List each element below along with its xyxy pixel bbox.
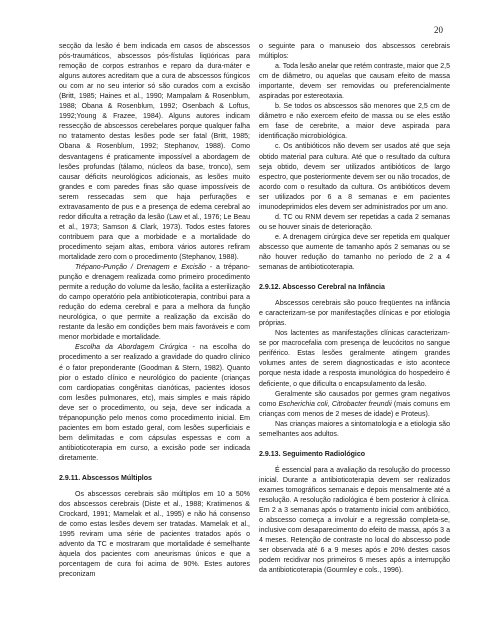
paragraph-infancia-intro: Abscessos cerebrais são pouco freqüentes na infância e caracterizam-se por manifestações clínicas e por etiologia próprias. [259, 300, 450, 328]
section-heading-infancia: 2.9.12. Abscesso Cerebral na Infância [259, 284, 385, 292]
list-item-a: a. Toda lesão anelar que retém contraste, maior que 2,5 cm de diâmetro, ou aquelas que causam efeito de massa importante, devem ser removidas ou preferencialmente aspiradas por estereotaxia. [259, 63, 450, 101]
text-germes-b: , [327, 400, 332, 408]
paragraph-trepano-puncao [59, 263, 250, 343]
text-trepano-puncao: - a trépano-punção e drenagem realizada como primeiro procedimento permite a redução do volume da lesão, facilita a esterilização do campo operatório pela antibioticoterapia, contribui para a redução do edema cerebral e para a melhora da função neurológica, o que permite a realização da excisão do restante da lesão em condições bem mais favoráveis e com menor morbidade e mortalidade. [59, 264, 250, 342]
list-item-e: e. A drenagem cirúrgica deve ser repetida em qualquer abscesso que aumente de tamanho após 2 semanas ou se não houver redução do tamanho no período de 2 a 4 semanas de antibioticoterapia. [259, 233, 450, 272]
paragraph-abscessos-multiplos: Os abscessos cerebrais são múltiplos em 10 a 50% dos abscessos cerebrais (Diste et al., 1988; Kratimenos & Crockard, 1991; Mamelak et al., 1995) e não há consenso de como estas lesões devem ser tratadas. Mamelak et al., 1995 reviram uma série de pacientes tratados após o advento da TC e mostraram que mortalidade é semelhante àquela dos pacientes com aneurismas únicos e que a porcentagem de cura foi acima de 90%. Estes autores preconizam [59, 491, 250, 579]
paragraph-escolha-abordagem [59, 343, 250, 464]
right-column [259, 42, 450, 576]
paragraph-criancas-maiores: Nas crianças maiores a sintomatologia e a etiologia são semelhantes aos adultos. [259, 420, 450, 438]
text-germes-a: Geralmente são causados por germes gram negativos como [259, 390, 450, 408]
paragraph-seguimento: É essencial para a avaliação da resolução do processo inicial. Durante a antibioticoterapia devem ser realizados exames tomográficos semanais e depois mensalmente até a resolução. A resolução radiológica é bem posterior à clínica. Em 2 a 3 semanas após o tratamento inicial com antibiótico, o abscesso começa a involuir e a regressão completa-se, inclusive com desaparecimento do efeito de massa, após 3 a 4 meses. Retenção de contraste no local do abscesso pode ser observada até 6 a 9 meses após e 20% destes casos podem recidivar nos primeiros 6 meses após a interrupção da antibioticoterapia (Gourmley e cols., 1996). [259, 466, 450, 575]
paragraph-germes [259, 390, 450, 420]
organism-e-coli: Escherichia coli [278, 400, 328, 408]
list-item-d: d. TC ou RNM devem ser repetidas a cada 2 semanas ou se houver sinais de deterioração. [259, 213, 450, 231]
paragraph-excision: secção da lesão é bem indicada em casos de abscessos pós-traumáticos, abscessos pós-fístulas liqüóricas para remoção de corpos estranhos e reparo da dura-máter e alguns autores acreditam que a cura de abscessos fúngicos ou com ar no seu interior só são curados com a excisão (Britt, 1985; Haines et al., 1990; Mampalam & Rosenblum, 1988; Obana & Rosenblum, 1992; Osenbach & Loftus, 1992;Young & Frazee, 1984). Alguns autores indicam ressecção de abscessos cerebelares porque qualquer falha no tratamento destas lesões pode ser fatal (Britt, 1985; Obana & Rosenblum, 1992; Stephanov, 1988). Como desvantagens é praticamente impossível a abordagem de lesões profundas (tálamo, núcleos da base, tronco), sem causar déficits neurológicos adicionais, as lesões muito grandes e com paredes finas são quase impossíveis de serem ressecadas sem que haja perfurações e extravasamento de pus e a presença de edema cerebral ao redor dificulta a retração da lesão (Law et al., 1976; Le Beau et al., 1973; Samson & Clark, 1973). Todos estes fatores contribuem para que a morbidade e a mortalidade do procedimento sejam altas, embora vários autores refiram mortalidade zero com o procedimento (Stephanov, 1988). [59, 43, 250, 261]
paragraph-lactentes: Nos lactentes as manifestações clínicas caracterizam-se por macrocefalia com presença de leucócitos no sangue periférico. Estas lesões geralmente atingem grandes volumes antes de serem diagnosticadas e isto acontece porque nesta idade a resposta imunológica do hospedeiro é deficiente, o que dificulta o encapsulamento da lesão. [259, 330, 450, 388]
list-item-b: b. Se todos os abscessos são menores que 2,5 cm de diâmetro e não exercem efeito de massa ou se eles estão em fase de cerebrite, a maior deve aspirada para identificação microbiológica. [259, 103, 450, 141]
subtitle-trepano-puncao: Trépano-Punção / Drenagem e Excisão [75, 264, 206, 272]
list-item-c: c. Os antibióticos não devem ser usados até que seja obtido material para cultura. Até que o resultado da cultura seja obtido, devem ser utilizados antibióticos de largo espectro, que posteriormente devem ser ou não trocados, de acordo com o resultado da cultura. Os antibióticos devem ser utilizados por 6 a 8 semanas e em pacientes imunodeprimidos eles devem ser administrados por um ano. [259, 143, 450, 211]
subtitle-escolha-abordagem: Escolha da Abordagem Cirúrgica [75, 344, 188, 352]
left-column [59, 42, 250, 580]
text-escolha-abordagem: - na escolha do procedimento a ser realizado a gravidade do quadro clínico é o fator preponderante (Goodman & Stern, 1982). Quanto pior o estado clínico e neurológico do paciente (crianças com cardiopatias congênitas cianóticas, pacientes idosos com lesões pulmonares, etc), mais simples e mais rápido deve ser o procedimento, ou seja, deve ser indicada a trépanopunção pelo menos como procedimento inicial. Em pacientes em bom estado geral, com lesões superficiais e bem delimitadas e com cápsulas espessas e com a antibioticoterapia em curso, a excisão pode ser indicada diretamente. [59, 344, 250, 462]
section-heading-seguimento: 2.9.13. Seguimento Radiológico [259, 450, 366, 458]
section-heading-abscessos-multiplos: 2.9.11. Abscessos Múltiplos [59, 474, 152, 482]
text-germes-c: (mais comuns em crianças com menos de 2 meses de idade) e Proteus). [259, 400, 450, 418]
organism-citrobacter: Citrobacter freundii [331, 400, 392, 408]
paragraph-continuation: o seguinte para o manuseio dos abscessos cerebrais múltiplos: [259, 43, 450, 61]
page-number: 20 [434, 25, 443, 35]
